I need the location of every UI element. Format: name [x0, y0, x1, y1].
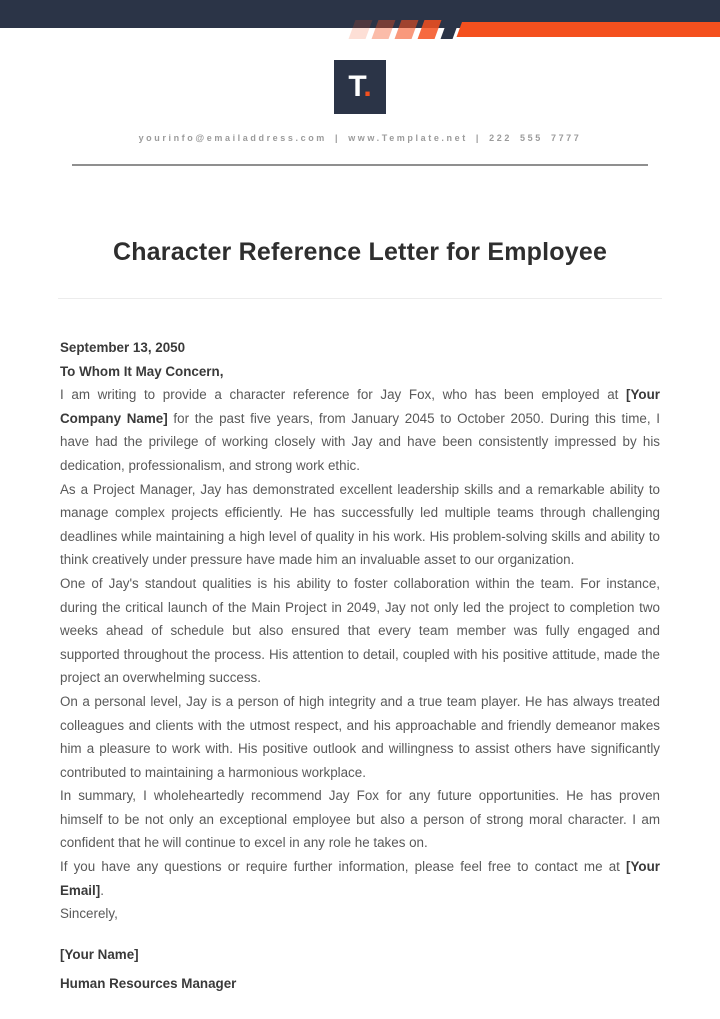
- stripe-segment: [349, 20, 373, 39]
- header-divider: [72, 164, 648, 166]
- title-divider: [58, 298, 662, 299]
- brand-logo: [334, 60, 386, 114]
- contact-info: yourinfo@emailaddress.com | www.Template.net | 222 555 7777: [138, 133, 582, 143]
- header-bar: [0, 0, 720, 28]
- page-title: Character Reference Letter for Employee: [112, 238, 608, 266]
- letter-salutation: To Whom It May Concern,: [60, 363, 224, 379]
- accent-stripe: [352, 20, 720, 39]
- paragraph-5: In summary, I wholeheartedly recommend Jay Fox for any future opportunities. He has proven himself to be not only an exceptional employee but also a person of strong moral character. I am confident that he will continue to excel in any role he takes on.: [60, 788, 660, 851]
- paragraph-1: I am writing to provide a character reference for Jay Fox, who has been employed at [Your Company Name] for the past five years, from January 2045 to October 2050. During this time, I have had the privilege of working closely with Jay and have been consistently impressed by his dedication, professionalism, and strong work ethic.: [60, 387, 660, 473]
- signature-name: [Your Name]: [60, 946, 139, 962]
- stripe-segment: [418, 20, 442, 39]
- accent-bar: [457, 22, 720, 37]
- logo-dot: .: [363, 70, 372, 103]
- stripe-segment: [372, 20, 396, 39]
- paragraph-2: As a Project Manager, Jay has demonstrated excellent leadership skills and a remarkable ability to manage complex projects efficiently. He has successfully led multiple teams through challenging deadlines while maintaining a high level of quality in his work. His problem-solving skills and ability to think creatively under pressure have made him an invaluable asset to our organization.: [60, 481, 660, 568]
- letter-closing: Sincerely,: [60, 906, 118, 922]
- letter-body: [60, 336, 660, 996]
- signature-role: Human Resources Manager: [60, 976, 237, 992]
- stripe-segment: [395, 20, 419, 39]
- paragraph-6: If you have any questions or require further information, please feel free to contact me at [Your Email].: [60, 859, 660, 898]
- paragraph-3: One of Jay's standout qualities is his ability to foster collaboration within the team. For instance, during the critical launch of the Main Project in 2049, Jay not only led the project to completion two weeks ahead of schedule but also ensured that every team member was fully engaged and supported throughout the process. His attention to detail, coupled with his positive attitude, made the project an overwhelming success.: [60, 575, 660, 686]
- letter-date: September 13, 2050: [60, 340, 186, 355]
- paragraph-4: On a personal level, Jay is a person of high integrity and a true team player. He has always treated colleagues and clients with the utmost respect, and his approachable and friendly demeanor makes him a pleasure to work with. His positive outlook and willingness to assist others have significantly contributed to maintaining a harmonious workplace.: [60, 693, 660, 780]
- placeholder-email: [Your Email]: [60, 859, 660, 898]
- logo-letter: T: [348, 70, 364, 103]
- placeholder-company-name: [Your Company Name]: [60, 387, 660, 426]
